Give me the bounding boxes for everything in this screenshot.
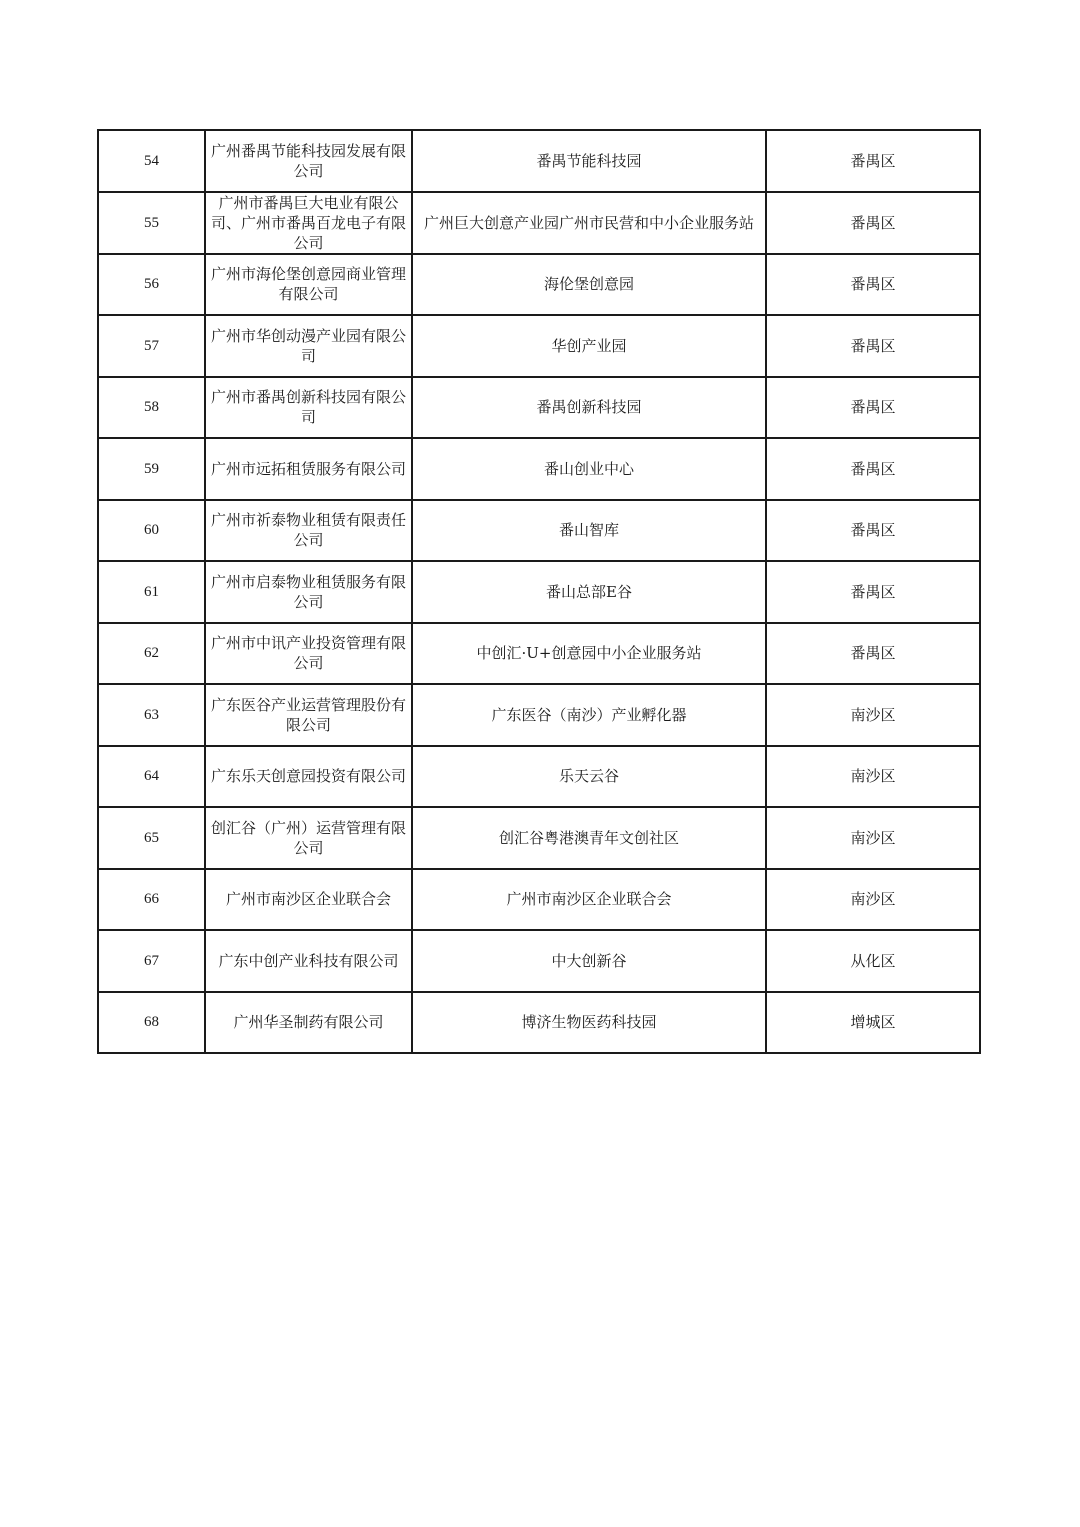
company-name: 广州市远拓租赁服务有限公司 <box>205 438 412 500</box>
district-name: 番禺区 <box>766 561 980 623</box>
row-number: 65 <box>98 807 205 869</box>
district-name: 南沙区 <box>766 684 980 746</box>
base-name: 华创产业园 <box>412 315 766 377</box>
base-name: 番山创业中心 <box>412 438 766 500</box>
table-row <box>98 746 980 808</box>
district-name: 番禺区 <box>766 500 980 562</box>
row-number: 56 <box>98 254 205 316</box>
table-row <box>98 500 980 562</box>
table-row <box>98 438 980 500</box>
district-name: 番禺区 <box>766 254 980 316</box>
base-name: 创汇谷粤港澳青年文创社区 <box>412 807 766 869</box>
district-name: 从化区 <box>766 930 980 992</box>
table-row <box>98 992 980 1054</box>
row-number: 58 <box>98 377 205 439</box>
base-name: 番禺节能科技园 <box>412 130 766 192</box>
company-name: 广州市番禺巨大电业有限公司、广州市番禺百龙电子有限公司 <box>205 192 412 254</box>
company-name: 广东中创产业科技有限公司 <box>205 930 412 992</box>
data-table <box>97 129 981 1054</box>
table-row <box>98 377 980 439</box>
table-row <box>98 684 980 746</box>
row-number: 67 <box>98 930 205 992</box>
company-name: 广东乐天创意园投资有限公司 <box>205 746 412 808</box>
company-name: 广州市南沙区企业联合会 <box>205 869 412 931</box>
base-name: 中创汇·U+创意园中小企业服务站 <box>412 623 766 685</box>
base-name: 中大创新谷 <box>412 930 766 992</box>
base-name: 番禺创新科技园 <box>412 377 766 439</box>
district-name: 增城区 <box>766 992 980 1054</box>
row-number: 62 <box>98 623 205 685</box>
company-name: 广州华圣制药有限公司 <box>205 992 412 1054</box>
base-name: 番山智库 <box>412 500 766 562</box>
district-name: 番禺区 <box>766 377 980 439</box>
district-name: 南沙区 <box>766 869 980 931</box>
base-name: 广州巨大创意产业园广州市民营和中小企业服务站 <box>412 192 766 254</box>
district-name: 番禺区 <box>766 192 980 254</box>
base-name: 博济生物医药科技园 <box>412 992 766 1054</box>
base-name: 广州市南沙区企业联合会 <box>412 869 766 931</box>
table-row <box>98 315 980 377</box>
company-name: 广州市海伦堡创意园商业管理有限公司 <box>205 254 412 316</box>
row-number: 64 <box>98 746 205 808</box>
company-name: 广州市祈泰物业租赁有限责任公司 <box>205 500 412 562</box>
district-name: 南沙区 <box>766 807 980 869</box>
base-name: 海伦堡创意园 <box>412 254 766 316</box>
company-name: 广州市中讯产业投资管理有限公司 <box>205 623 412 685</box>
table-row <box>98 930 980 992</box>
row-number: 66 <box>98 869 205 931</box>
table-row <box>98 254 980 316</box>
base-name: 乐天云谷 <box>412 746 766 808</box>
district-name: 番禺区 <box>766 315 980 377</box>
row-number: 63 <box>98 684 205 746</box>
base-name: 广东医谷（南沙）产业孵化器 <box>412 684 766 746</box>
company-name: 广州市启泰物业租赁服务有限公司 <box>205 561 412 623</box>
company-name: 广州市番禺创新科技园有限公司 <box>205 377 412 439</box>
row-number: 61 <box>98 561 205 623</box>
table-body <box>98 130 980 1053</box>
company-name: 创汇谷（广州）运营管理有限公司 <box>205 807 412 869</box>
company-name: 广州番禺节能科技园发展有限公司 <box>205 130 412 192</box>
table-row <box>98 192 980 254</box>
district-name: 番禺区 <box>766 130 980 192</box>
row-number: 57 <box>98 315 205 377</box>
district-name: 南沙区 <box>766 746 980 808</box>
company-name: 广州市华创动漫产业园有限公司 <box>205 315 412 377</box>
table-row <box>98 130 980 192</box>
table-row <box>98 561 980 623</box>
row-number: 59 <box>98 438 205 500</box>
table-row <box>98 869 980 931</box>
company-name: 广东医谷产业运营管理股份有限公司 <box>205 684 412 746</box>
row-number: 68 <box>98 992 205 1054</box>
row-number: 55 <box>98 192 205 254</box>
district-name: 番禺区 <box>766 438 980 500</box>
table-row <box>98 623 980 685</box>
row-number: 54 <box>98 130 205 192</box>
table-row <box>98 807 980 869</box>
row-number: 60 <box>98 500 205 562</box>
base-name: 番山总部E谷 <box>412 561 766 623</box>
district-name: 番禺区 <box>766 623 980 685</box>
